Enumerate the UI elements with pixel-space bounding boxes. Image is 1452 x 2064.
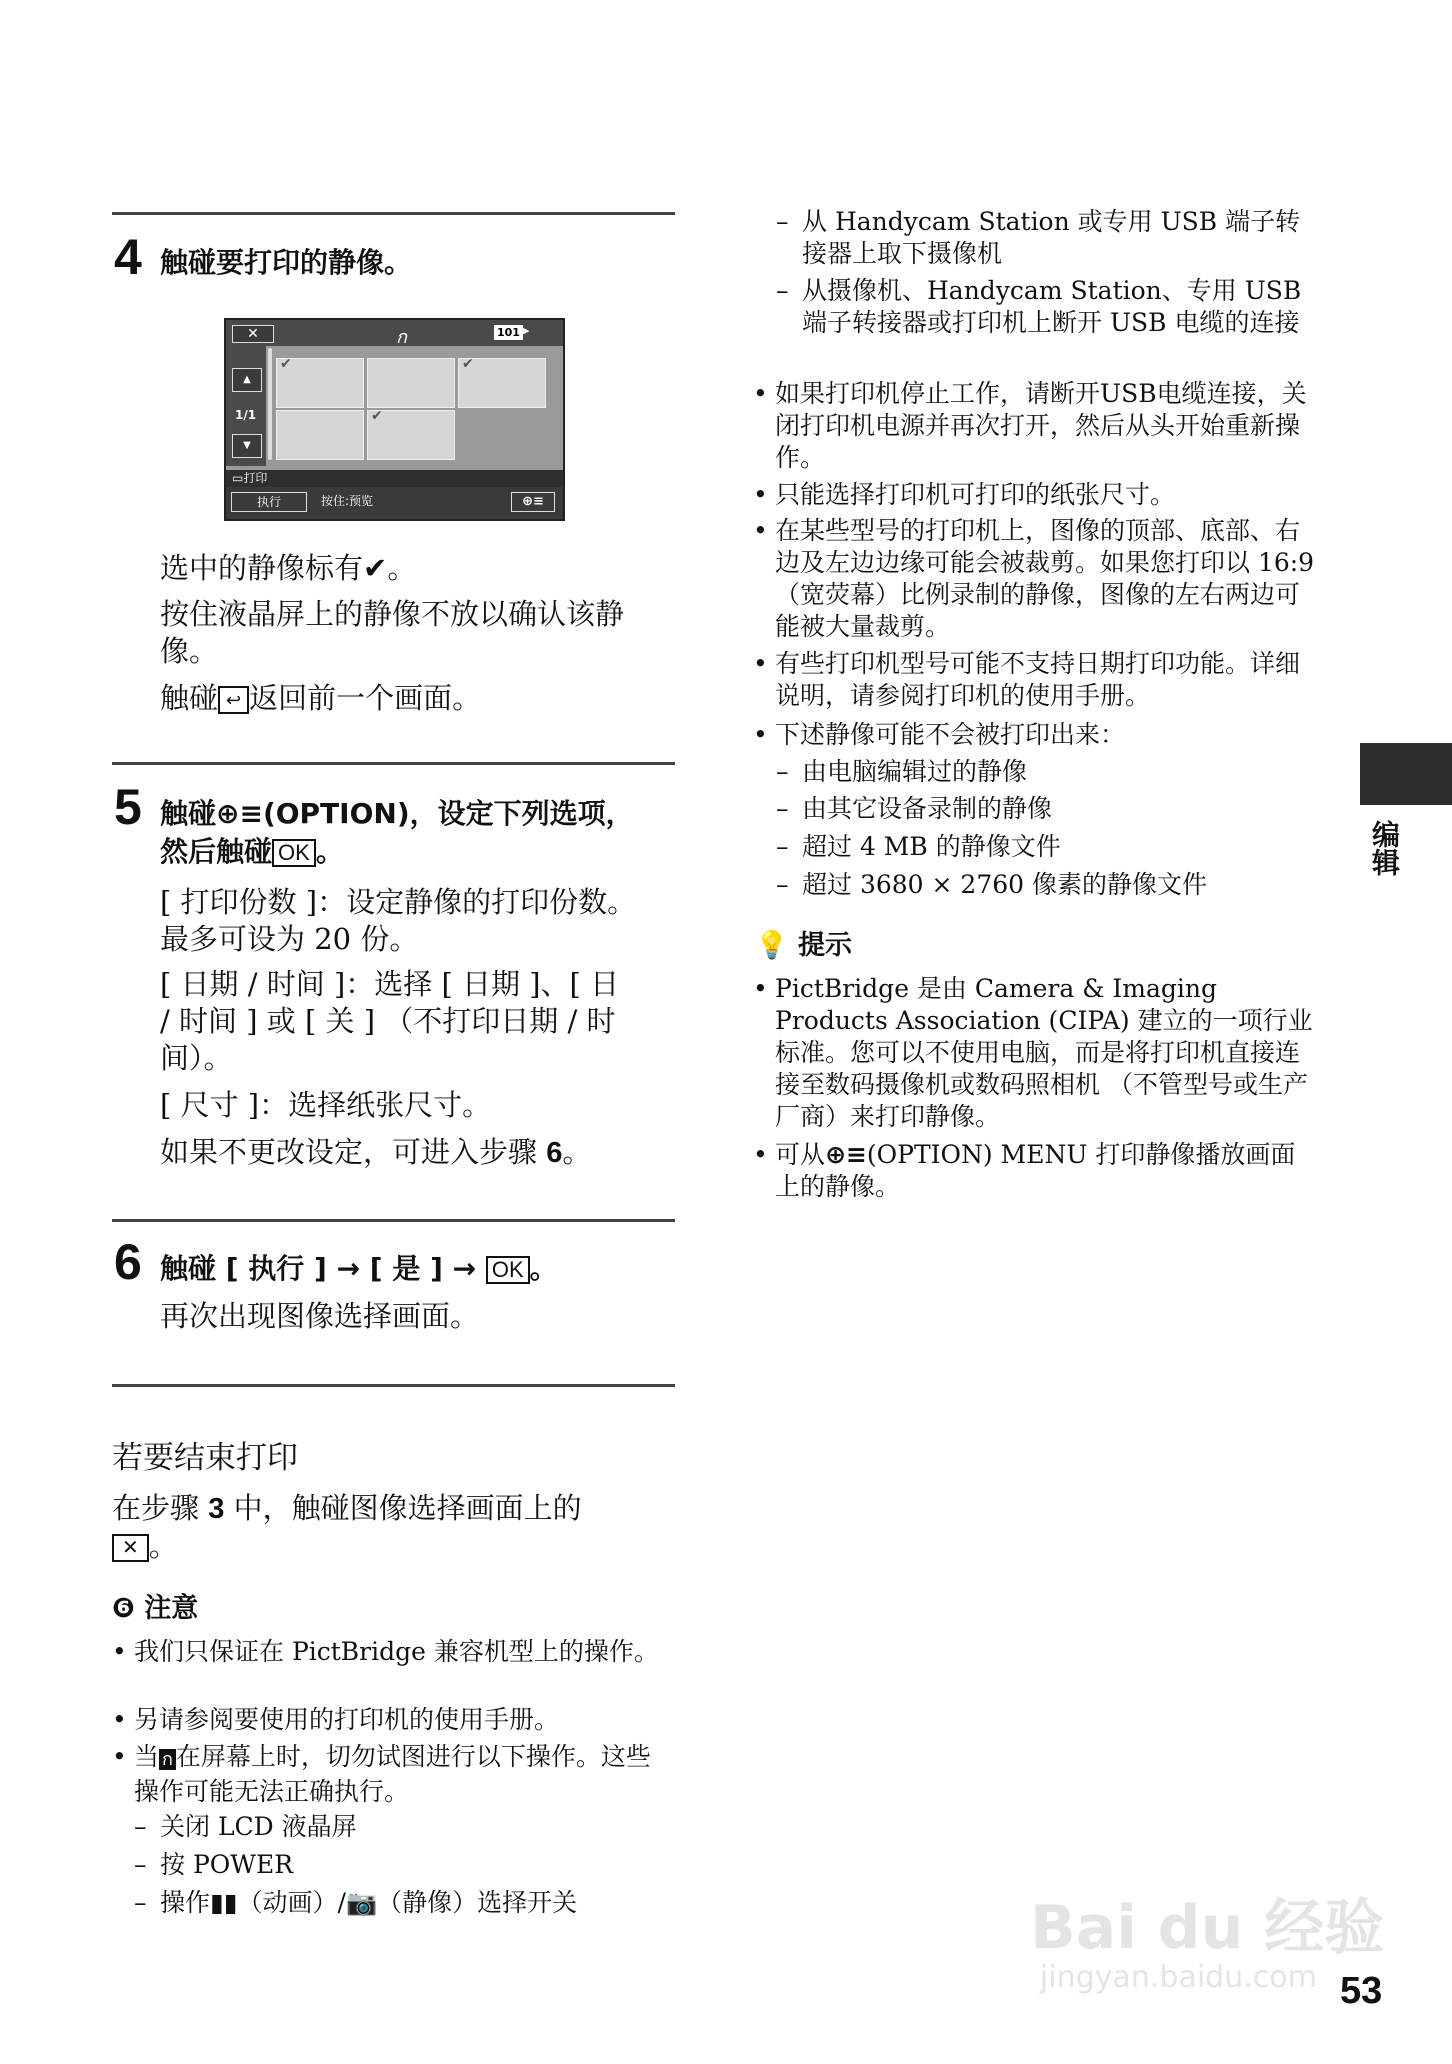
- option-print-copies: [ 打印份数 ]：设定静像的打印份数。最多可设为 20 份。: [160, 885, 637, 956]
- check-icon: ✔: [280, 356, 292, 372]
- section-tab: [1360, 743, 1452, 805]
- section-tab-label: 编辑: [1368, 820, 1401, 876]
- step-4-back-note: 触碰 ↩ 返回前一个画面。: [160, 681, 482, 715]
- scroll-down-button[interactable]: [232, 434, 262, 458]
- step-5-number: 5: [114, 779, 142, 835]
- caution-item: • 另请参阅要使用的打印机的使用手册。: [112, 1705, 560, 1734]
- watermark-url: jingyan.baidu.com: [1040, 1960, 1317, 1995]
- return-icon: ↩: [218, 686, 249, 714]
- image-thumbnail[interactable]: [458, 358, 546, 408]
- up-arrow-icon: ▲: [243, 374, 251, 385]
- image-thumbnail[interactable]: [276, 358, 364, 408]
- detail-item: • 如果打印机停止工作，请断开USB电缆连接，关闭打印机电源并再次打开，然后从头开始重新操作。: [753, 379, 1307, 472]
- option-date-time: [ 日期 / 时间 ]：选择 [ 日期 ]、[ 日 / 时间 ] 或 [ 关 ] （不打印日期 / 时间）。: [160, 967, 620, 1075]
- detail-item: • 下述静像可能不会被打印出来：: [753, 720, 1126, 749]
- check-icon: ✔: [371, 408, 383, 424]
- divider: [112, 1219, 675, 1222]
- page-indicator: 1/1: [235, 408, 257, 422]
- caution-sub-item: – 操作▮▮（动画）/📷（静像）选择开关: [134, 1888, 578, 1917]
- step-6-number: 6: [114, 1234, 142, 1290]
- lcd-close-button[interactable]: [232, 325, 274, 343]
- detail-sub-item: – 从 Handycam Station 或专用 USB 端子转接器上取下摄像机: [776, 207, 1301, 268]
- option-button[interactable]: ⊕≡: [511, 492, 555, 512]
- image-thumbnail[interactable]: [367, 358, 455, 408]
- caution-item: • 当 ก 在屏幕上时，切勿试图进行以下操作。这些操作可能无法正确执行。: [112, 1742, 651, 1806]
- down-arrow-icon: ▼: [243, 440, 251, 451]
- detail-item: • 在某些型号的打印机上，图像的顶部、底部、右边及左边边缘可能会被裁剪。如果您打印以 16:9 （宽荧幕）比例录制的静像，图像的左右两边可能被大量裁剪。: [753, 516, 1315, 641]
- step-4-title: 触碰要打印的静像。: [160, 246, 413, 279]
- page-number: 53: [1340, 1970, 1383, 2012]
- divider: [112, 762, 675, 765]
- tip-item: • PictBridge 是由 Camera & Imaging Products Association (CIPA) 建立的一项行业标准。您可以不使用电脑，而是将打印机直接连接至数码摄像机或数码照相机 （不管型号或生产厂商）来打印静像。: [753, 974, 1313, 1131]
- divider: [112, 1384, 675, 1387]
- step-5-title: 触碰⊕≡(OPTION)，设定下列选项， 然后触碰 OK 。: [160, 797, 634, 868]
- step-4-hold-note: 按住液晶屏上的静像不放以确认该静像。: [160, 597, 625, 668]
- caution-sub-item: – 关闭 LCD 液晶屏: [134, 1812, 357, 1841]
- detail-item: • 有些打印机型号可能不支持日期打印功能。详细说明，请参阅打印机的使用手册。: [753, 649, 1301, 710]
- step-4-number: 4: [114, 229, 142, 285]
- option-icon: ⊕≡: [216, 797, 263, 830]
- check-icon: ✔: [462, 356, 474, 372]
- option-icon: ⊕≡: [825, 1140, 867, 1169]
- folder-arrow-icon: ▶: [521, 324, 530, 337]
- lcd-mode-bar: [226, 470, 563, 487]
- caution-sub-item: – 按 POWER: [134, 1850, 294, 1879]
- lightbulb-icon: 💡: [755, 930, 789, 961]
- option-size: [ 尺寸 ]：选择纸张尺寸。: [160, 1088, 492, 1122]
- folder-badge: 101: [494, 325, 523, 340]
- tip-item: • 可从⊕≡(OPTION) MENU 打印静像播放画面上的静像。: [753, 1140, 1296, 1201]
- detail-sub-item: – 超过 4 MB 的静像文件: [776, 832, 1061, 861]
- movie-icon: ▮▮: [210, 1888, 238, 1917]
- lcd-scrollbar[interactable]: [268, 348, 272, 460]
- image-thumbnail[interactable]: [367, 410, 455, 460]
- caution-heading: ❻ 注意: [112, 1593, 199, 1624]
- end-print-heading: 若要结束打印: [112, 1440, 298, 1476]
- step-6-title: 触碰 [ 执行 ] → [ 是 ] → OK 。: [160, 1252, 558, 1285]
- image-thumbnail[interactable]: [276, 410, 364, 460]
- ok-icon: OK: [486, 1256, 530, 1284]
- detail-sub-item: – 从摄像机、Handycam Station、专用 USB 端子转接器或打印机上断开 USB 电缆的连接: [776, 276, 1302, 337]
- scroll-up-button[interactable]: [232, 368, 262, 392]
- detail-sub-item: – 由电脑编辑过的静像: [776, 757, 1028, 786]
- end-print-text: 在步骤 3 中，触碰图像选择画面上的 ✕ 。: [112, 1491, 582, 1563]
- caution-item: • 我们只保证在 PictBridge 兼容机型上的操作。: [112, 1637, 659, 1666]
- divider: [112, 212, 675, 215]
- watermark-logo: Bai du 经验: [1030, 1893, 1385, 1963]
- detail-sub-item: – 由其它设备录制的静像: [776, 794, 1053, 823]
- caution-icon: ❻: [112, 1593, 135, 1624]
- hold-preview-hint: 按住:预览: [321, 494, 374, 508]
- pictbridge-icon: ก: [159, 1749, 176, 1770]
- close-icon: ✕: [247, 326, 259, 342]
- detail-sub-item: – 超过 3680 × 2760 像素的静像文件: [776, 870, 1207, 899]
- pictbridge-icon: ก: [396, 327, 407, 348]
- lcd-screen: [224, 318, 565, 521]
- camera-icon: 📷: [345, 1888, 378, 1917]
- tips-heading: 💡 提示: [755, 930, 853, 961]
- detail-item: • 只能选择打印机可打印的纸张尺寸。: [753, 480, 1176, 509]
- ok-icon: OK: [272, 839, 316, 867]
- execute-button[interactable]: 执行: [231, 492, 307, 512]
- check-icon: ✔: [363, 551, 388, 585]
- step-6-note: 再次出现图像选择画面。: [160, 1299, 480, 1333]
- step-4-selected-note: 选中的静像标有✔。: [160, 551, 417, 585]
- print-mode-label: ▭打印: [232, 471, 268, 485]
- close-icon: ✕: [112, 1534, 149, 1562]
- step-5-skip-note: 如果不更改设定，可进入步骤 6。: [160, 1135, 592, 1169]
